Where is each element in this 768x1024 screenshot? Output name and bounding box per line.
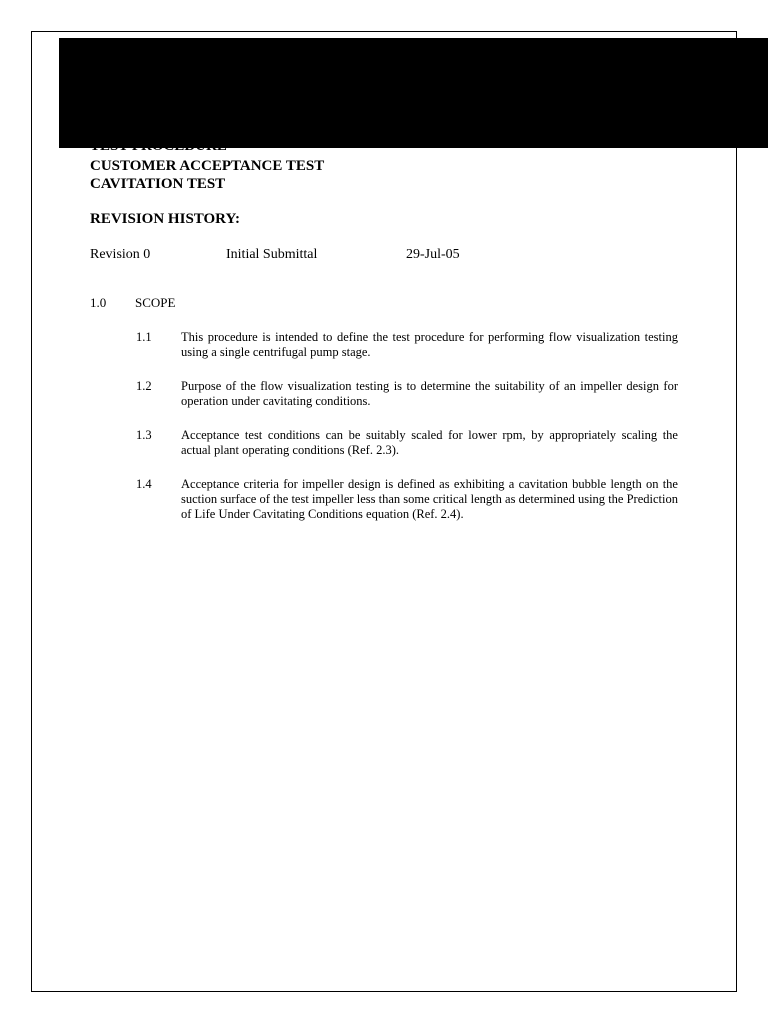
section-title: SCOPE [135,295,176,310]
document-title-line-1: CUSTOMER ACCEPTANCE TEST [90,158,325,174]
item-number: 1.4 [136,477,152,491]
document-title-line-2: CAVITATION TEST [90,176,226,192]
revision-number: Revision 0 [90,247,151,262]
item-number: 1.2 [136,379,152,393]
revision-description: Initial Submittal [226,247,318,262]
item-text: This procedure is intended to define the test procedure for performing flow visualization testing using a single centrifugal pump stage. [181,330,678,359]
item-text: Acceptance criteria for impeller design is defined as exhibiting a cavitation bubble length on the suction surface of the test impeller less than some critical length as determined using the Prediction of Life Under Cavitating Conditions equation (Ref. 2.4). [181,477,678,521]
item-number: 1.3 [136,428,152,442]
redaction-block [59,38,768,148]
revision-date: 29-Jul-05 [406,247,460,262]
section-number: 1.0 [90,295,107,310]
item-text: Purpose of the flow visualization testing is to determine the suitability of an impeller design for operation under cavitating conditions. [181,379,678,408]
revision-history-heading: REVISION HISTORY: [90,211,240,227]
item-number: 1.1 [136,330,152,344]
item-text: Acceptance test conditions can be suitably scaled for lower rpm, by appropriately scaling the actual plant operating conditions (Ref. 2.3). [181,428,678,457]
